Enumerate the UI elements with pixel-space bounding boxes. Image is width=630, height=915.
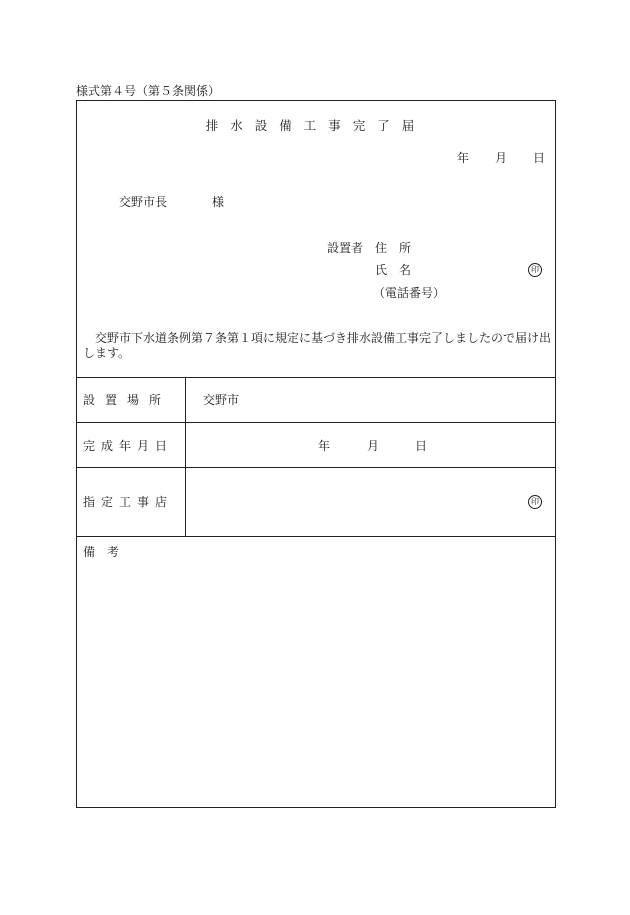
applicant-name-label: 氏 名	[375, 263, 412, 277]
contractor-seal-icon: 印	[528, 495, 542, 509]
row-divider	[77, 422, 555, 423]
row-divider	[77, 377, 555, 378]
date-month-label: 月	[495, 151, 508, 165]
location-label: 設置場所	[83, 393, 172, 407]
statement-text: 交野市下水道条例第７条第１項に規定に基づき排水設備工事完了しましたので届け出します。	[83, 331, 552, 360]
completion-day-label: 日	[415, 439, 428, 453]
completion-date-label: 完成年月日	[83, 439, 174, 453]
row-divider	[77, 467, 555, 468]
location-value: 交野市	[203, 393, 240, 407]
document-title: 排水設備工事完了届	[205, 118, 427, 133]
applicant-address-label: 住 所	[375, 241, 412, 255]
addressee-name: 交野市長	[119, 195, 168, 209]
addressee-honorific: 様	[212, 195, 225, 209]
applicant-label: 設置者	[327, 241, 364, 255]
contractor-label: 指定工事店	[83, 495, 174, 509]
completion-year-label: 年	[318, 439, 331, 453]
column-divider	[185, 377, 186, 536]
applicant-phone-label: （電話番号）	[373, 286, 446, 300]
row-divider	[77, 536, 555, 537]
form-frame	[76, 100, 556, 808]
remarks-label: 備 考	[83, 545, 120, 559]
date-day-label: 日	[533, 151, 546, 165]
applicant-seal-icon: 印	[528, 263, 542, 277]
date-year-label: 年	[457, 151, 470, 165]
form-number: 様式第４号（第５条関係）	[76, 84, 221, 98]
completion-month-label: 月	[367, 439, 380, 453]
